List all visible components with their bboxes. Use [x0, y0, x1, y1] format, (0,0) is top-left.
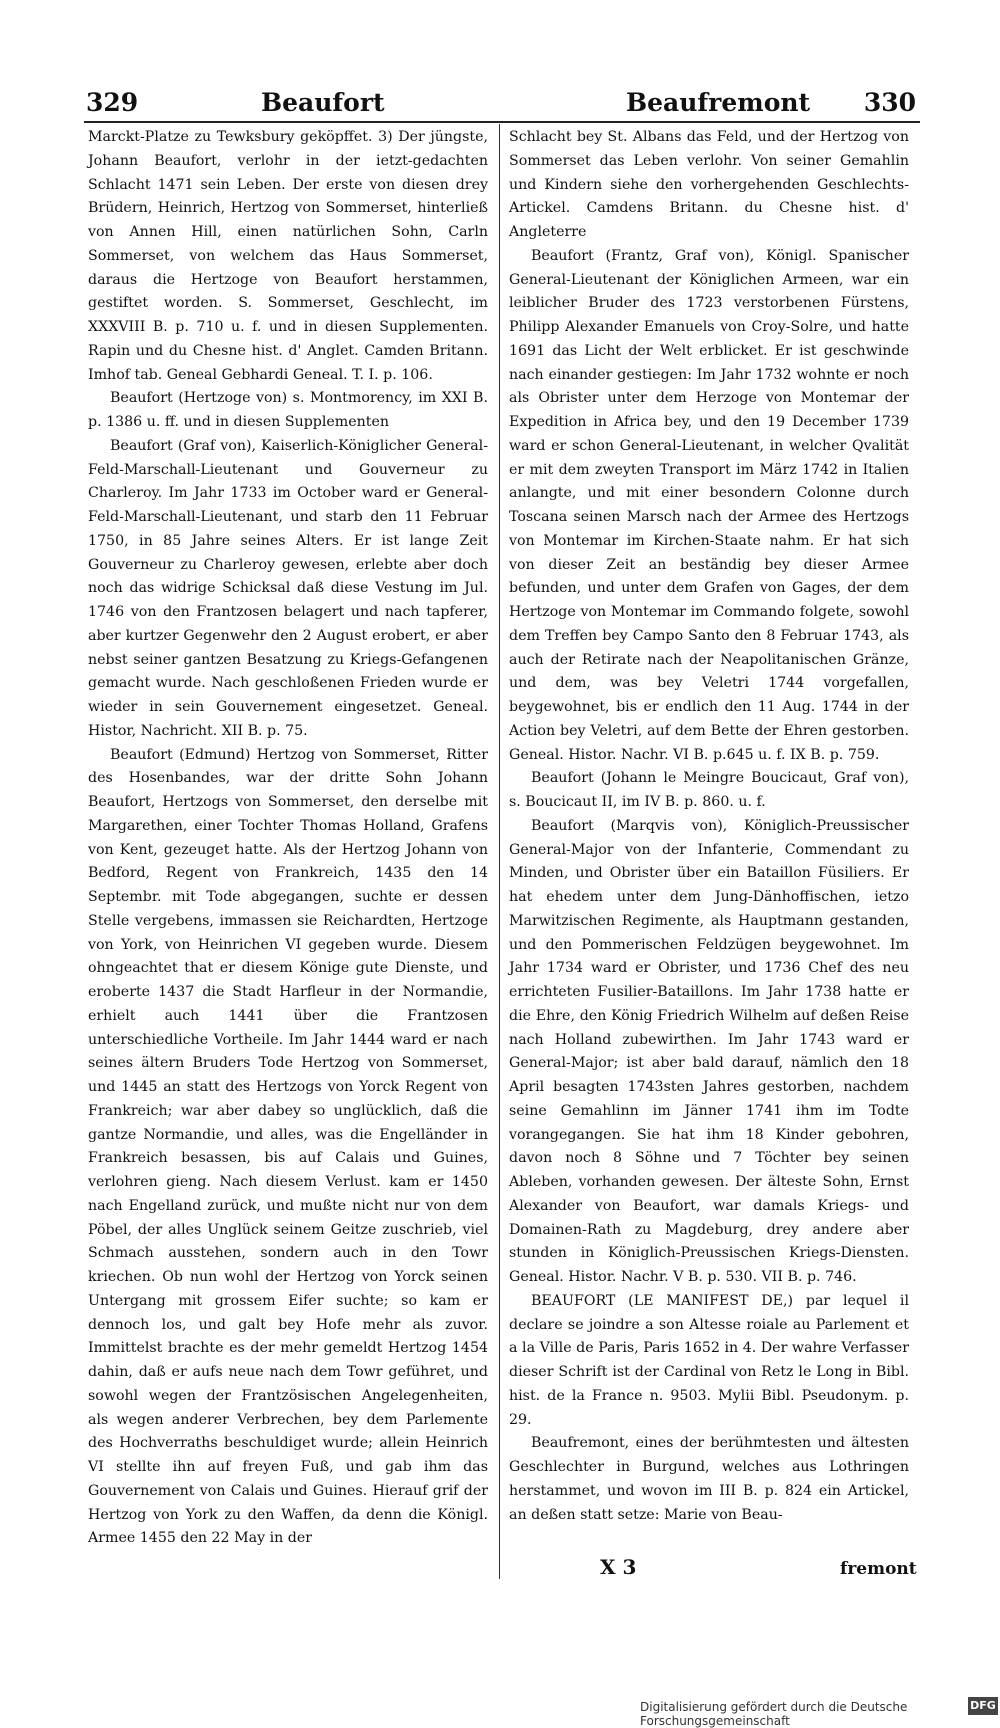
signature-mark: X 3: [600, 1555, 637, 1579]
page-number-left: 329: [86, 88, 139, 117]
paragraph: Beaufort (Graf von), Kaiserlich-Königlicher General-Feld-Marschall-Lieutenant und Gouverneur zu Charleroy. Im Jahr 1733 im October ward er General-Feld-Marschall-Lieutenant, und starb den 11 Februar 1750, in 85 Jahre seines Alters. Er ist lange Zeit Gouverneur zu Charleroy gewesen, erlebte aber doch noch das widrige Schicksal daß diese Vestung im Jul. 1746 von den Frantzosen belagert und nach tapferer, aber kurtzer Gegenwehr den 2 August erobert, er aber nebst seiner gantzen Besatzung zu Kriegs-Gefangenen gemacht wurde. Nach geschloßenen Frieden wurde er wieder in sein Gouvernement eingesetzet. Geneal. Histor, Nachricht. XII B. p. 75.: [88, 437, 488, 739]
paragraph: Marckt-Platze zu Tewksbury geköpffet. 3) Der jüngste, Johann Beaufort, verlohr in der ietzt-gedachten Schlacht 1471 sein Leben. Der erste von diesen drey Brüdern, Heinrich, Hertzog von Sommerset, hinterließ von Annen Hill, einen natürlichen Sohn, Carln Sommerset, von welchem das Haus Sommerset, daraus die Hertzoge von Beaufort herstammen, gestiftet worden. S. Sommerset, Geschlecht, im XXXVIII B. p. 710 u. f. und in diesen Supplementen. Rapin und du Chesne hist. d' Anglet. Camden Britann. Imhof tab. Geneal Gebhardi Geneal. T. I. p. 106.: [88, 129, 488, 383]
digitization-footer: [640, 1693, 1000, 1728]
paragraph: Schlacht bey St. Albans das Feld, und der Hertzog von Sommerset das Leben verlohr. Von seiner Gemahlin und Kindern siehe den vorhergehenden Geschlechts-Artickel. Camdens Britann. du Chesne hist. d' Angleterre: [509, 129, 909, 240]
running-head: [86, 88, 916, 122]
paragraph: Beaufort (Edmund) Hertzog von Sommerset, Ritter des Hosenbandes, war der dritte Sohn Johann Beaufort, Hertzogs von Sommerset, den derselbe mit Margarethen, einer Tochter Thomas Holland, Grafens von Kent, gezeuget hatte. Als der Hertzog Johann von Bedford, Regent von Frankreich, 1435 den 14 Septembr. mit Tode abgegangen, suchte er dessen Stelle vergebens, immassen sie Reichardten, Hertzoge von York, von Heinrichen VI gegeben wurde. Diesem ohngeachtet that er diesem Könige gute Dienste, und eroberte 1437 die Stadt Harfleur in der Normandie, erhielt auch 1441 über die Frantzosen unterschiedliche Vortheile. Im Jahr 1444 ward er nach seines ältern Bruders Tode Hertzog von Sommerset, und 1445 an statt des Hertzogs von Yorck Regent von Frankreich; war aber dabey so unglücklich, daß die gantze Normandie, und alles, was die Engelländer in Frankreich besassen, bis auf Calais und Guines, verlohren gieng. Nach diesem Verlust. kam er 1450 nach Engelland zurück, und mußte nicht nur von dem Pöbel, der alles Unglück seinem Geitze zuschrieb, viel Schmach ausstehen, sondern auch in den Towr kriechen. Ob nun wohl der Hertzog von Yorck seinen Untergang mit grossem Eifer suchte; so kam er dennoch los, und galt bey Hofe mehr als zuvor. Immittelst brachte es der mehr gemeldt Hertzog 1454 dahin, daß er aufs neue nach dem Towr geführet, und sowohl wegen der Frantzösischen Angelegenheiten, als wegen anderer Verbrechen, bey dem Parlemente des Hochverraths beschuldiget wurde; allein Heinrich VI stellte ihn auf freyen Fuß, und gab ihm das Gouvernement von Calais und Guines. Hierauf grif der Hertzog von York zu den Waffen, da denn die Königl. Armee 1455 den 22 May in der: [88, 746, 488, 1547]
paragraph: Beaufort (Marqvis von), Königlich-Preussischer General-Major von der Infanterie, Commendant zu Minden, und Obrister über ein Bataillon Füsiliers. Er hat ehedem unter dem Jung-Dänhoffischen, ietzo Marwitzischen Regimente, als Hauptmann gestanden, und den Pommerischen Feldzügen beygewohnet. Im Jahr 1734 ward er Obrister, und 1736 Chef des neu errichteten Fusilier-Bataillons. Im Jahr 1738 hatte er die Ehre, den König Friedrich Wilhelm auf deßen Reise nach Holland zubewirthen. Im Jahr 1743 ward er General-Major; ist aber bald darauf, nämlich den 18 April besagten 1743sten Jahres gestorben, nachdem seine Gemahlinn im Jänner 1741 ihm im Todte vorangegangen. Sie hat ihm 18 Kinder gebohren, davon noch 8 Söhne und 7 Töchter bey seinen Ableben, vorhanden gewesen. Der älteste Sohn, Ernst Alexander von Beaufort, war damals Kriegs- und Domainen-Rath zu Magdeburg, drey andere aber stunden in Königlich-Preussischen Kriegs-Diensten. Geneal. Histor. Nachr. V B. p. 530. VII B. p. 746.: [509, 817, 909, 1285]
paragraph: Beaufort (Johann le Meingre Boucicaut, Graf von), s. Boucicaut II, im IV B. p. 860. u. f.: [509, 770, 909, 810]
footer-credit: Digitalisierung gefördert durch die Deutsche Forschungsgemeinschaft: [640, 1700, 908, 1728]
headword-left: Beaufort: [261, 88, 385, 117]
paragraph: Beaufort (Frantz, Graf von), Königl. Spanischer General-Lieutenant der Königlichen Armeen, war ein leiblicher Bruder des 1723 verstorbenen Fürstens, Philipp Alexander Emanuels von Croy-Solre, und hatte 1691 das Licht der Welt erblicket. Er ist geschwinde nach einander gestiegen: Im Jahr 1732 wohnte er noch als Obrister unter dem Herzoge von Montemar der Expedition in Africa bey, und den 19 December 1739 ward er schon General-Lieutenant, in welcher Qvalität er mit dem zweyten Transport im März 1742 in Italien anlangte, und mit einer besondern Colonne durch Toscana seinen Marsch nach der Armee des Hertzogs von Montemar im Kirchen-Staate nahm. Er hat sich von dieser Zeit an beständig bey dieser Armee befunden, und unter dem Grafen von Gages, der dem Hertzoge von Montemar im Commando folgete, sowohl dem Treffen bey Campo Santo den 8 Februar 1743, als auch der Retirate nach der Neapolitanischen Gränze, und dem, was bey Veletri 1744 vorgefallen, beygewohnet, bis er endlich den 11 Aug. 1744 in der Action bey Veletri, auf dem Bette der Ehren gestorben. Geneal. Histor. Nachr. VI B. p.645 u. f. IX B. p. 759.: [509, 247, 909, 763]
headword-right: Beaufremont: [626, 88, 811, 117]
page-number-right: 330: [863, 88, 916, 117]
column-divider: [499, 124, 500, 1579]
dfg-logo-icon: DFG: [968, 1697, 998, 1715]
left-column: [88, 126, 488, 1551]
right-column: [509, 126, 909, 1527]
paragraph: BEAUFORT (LE MANIFEST DE,) par lequel il declare se joindre a son Altesse roiale au Parlement et a la Ville de Paris, Paris 1652 in 4. Der wahre Verfasser dieser Schrift ist der Cardinal von Retz le Long in Bibl. hist. de la France n. 9503. Mylii Bibl. Pseudonym. p. 29.: [509, 1292, 909, 1428]
header-rule: [84, 121, 920, 123]
paragraph: Beaufort (Hertzoge von) s. Montmorency, im XXI B. p. 1386 u. ff. und in diesen Supplementen: [88, 390, 488, 430]
paragraph: Beaufremont, eines der berühmtesten und ältesten Geschlechter in Burgund, welches aus Lothringen herstammet, und wovon im III B. p. 824 ein Artickel, an deßen statt setze: Marie von Beau-: [509, 1435, 909, 1523]
catchword: fremont: [840, 1559, 917, 1579]
